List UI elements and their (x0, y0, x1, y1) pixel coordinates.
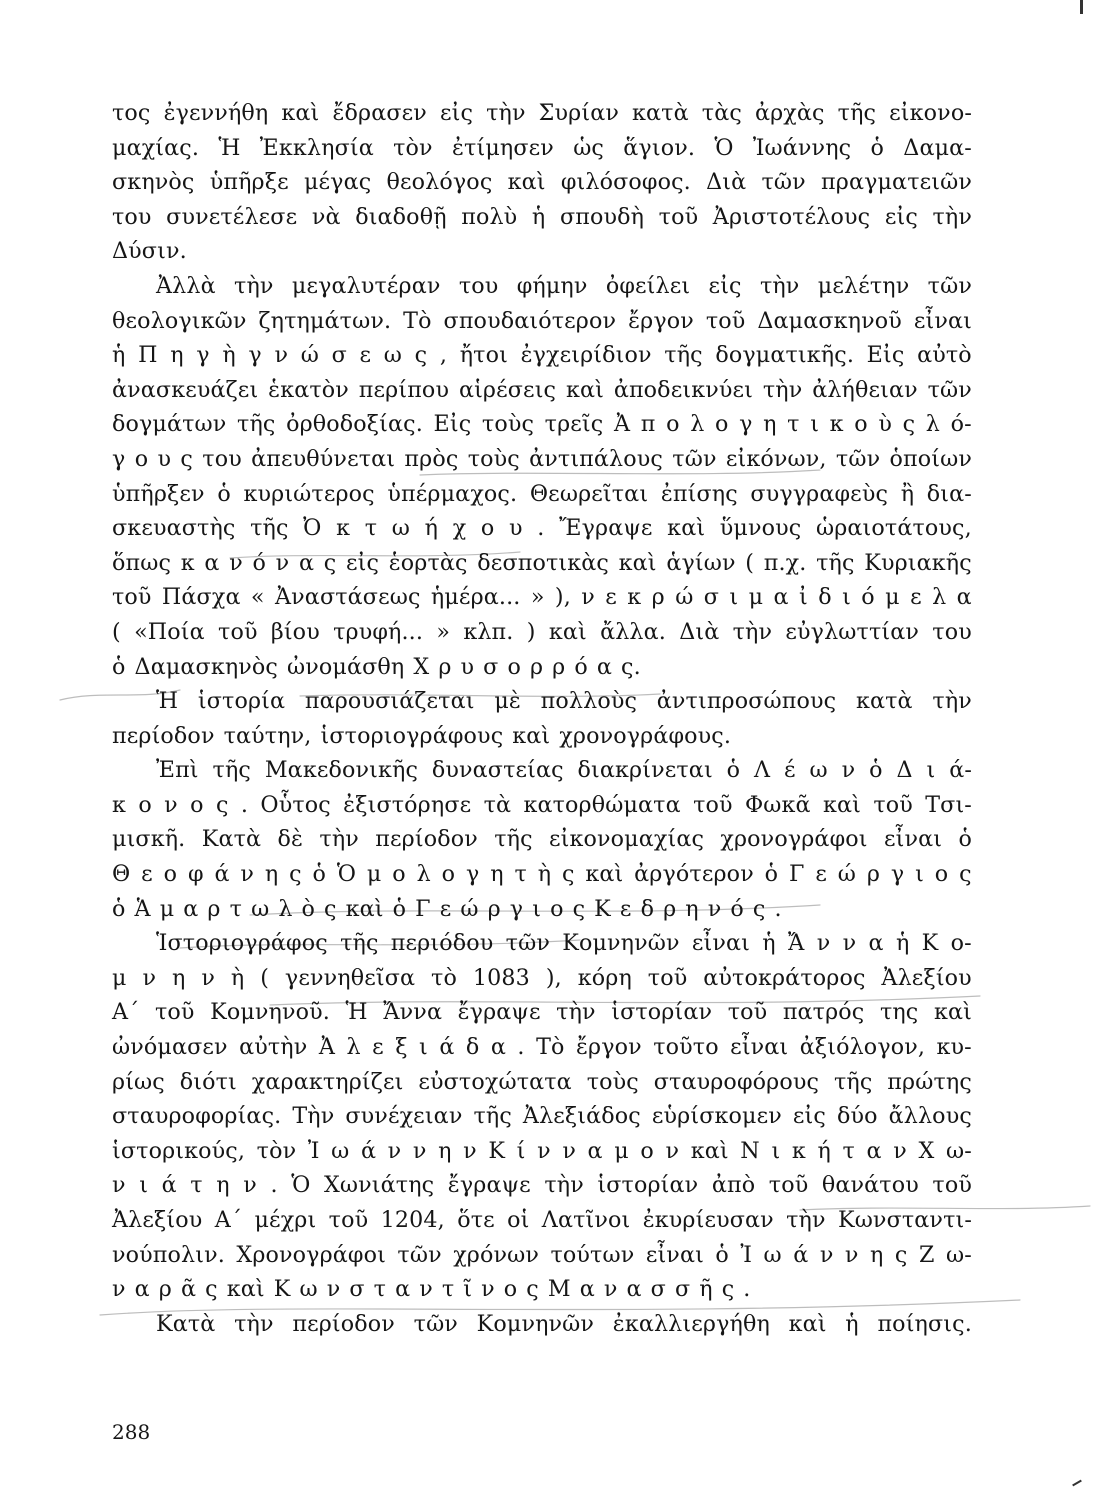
corner-mark-bottom (1072, 1480, 1082, 1487)
text-line: Ἐπὶ τῆς Μακεδονικῆς δυναστείας διακρίνεται ὁ Λ έ ω ν ὁ Δ ι ά- (156, 757, 972, 784)
text-line: Ἀλεξίου Α´ μέχρι τοῦ 1204, ὅτε οἱ Λατῖνοι ἐκυρίευσαν τὴν Κωνσταντι- (112, 1207, 972, 1233)
text-line: περίοδον ταύτην, ἱστοριογράφους καὶ χρονογράφους. (112, 722, 732, 749)
text-line: του συνετέλεσε νὰ διαδοθῇ πολὺ ἡ σπουδὴ τοῦ Ἀριστοτέλους εἰς τὴν (112, 203, 972, 230)
text-line: τος ἐγεννήθη καὶ ἔδρασεν εἰς τὴν Συρίαν κατὰ τὰς ἀρχὰς τῆς εἰκονο- (112, 100, 972, 126)
text-line: ἱστορικούς, τὸν Ἰ ω ά ν ν η ν Κ ί ν ν α μ ο ν καὶ Ν ι κ ή τ α ν Χ ω- (112, 1137, 972, 1164)
page-number: 288 (112, 1420, 151, 1444)
text-line: Θ ε ο φ ά ν η ς ὁ Ὁ μ ο λ ο γ η τ ὴ ς καὶ ἀργότερον ὁ Γ ε ώ ρ γ ι ο ς (112, 861, 972, 888)
text-line: θεολογικῶν ζητημάτων. Τὸ σπουδαιότερον ἔργον τοῦ Δαμασκηνοῦ εἶναι (112, 307, 972, 334)
text-line: σκηνὸς ὑπῆρξε μέγας θεολόγος καὶ φιλόσοφος. Διὰ τῶν πραγματειῶν (112, 169, 972, 196)
text-line: νούπολιν. Χρονογράφοι τῶν χρόνων τούτων εἶναι ὁ Ἰ ω ά ν ν η ς Ζ ω- (112, 1241, 972, 1268)
text-line: μ ν η ν ὴ ( γεννηθεῖσα τὸ 1083 ), κόρη τοῦ αὐτοκράτορος Ἀλεξίου (112, 964, 972, 991)
text-line: Ἱστοριογράφος τῆς περιόδου τῶν Κομνηνῶν εἶναι ἡ Ἄ ν ν α ἡ Κ ο- (156, 930, 972, 957)
text-line: ἡ Π η γ ὴ γ ν ώ σ ε ω ς , ἤτοι ἐγχειρίδιον τῆς δογματικῆς. Εἰς αὐτὸ (112, 342, 972, 369)
text-line: ρίως διότι χαρακτηρίζει εὐστοχώτατα τοὺς σταυροφόρους τῆς πρώτης (112, 1068, 972, 1095)
text-line: κ ο ν ο ς . Οὗτος ἐξιστόρησε τὰ κατορθώματα τοῦ Φωκᾶ καὶ τοῦ Τσι- (112, 791, 972, 818)
text-line: Κατὰ τὴν περίοδον τῶν Κομνηνῶν ἐκαλλιεργήθη καὶ ἡ ποίησις. (156, 1310, 972, 1337)
text-line: ὅπως κ α ν ό ν α ς εἰς ἑορτὰς δεσποτικὰς καὶ ἁγίων ( π.χ. τῆς Κυριακῆς (112, 549, 972, 576)
body-text (112, 96, 972, 1341)
text-line: Δύσιν. (112, 238, 187, 265)
text-line: Ἀλλὰ τὴν μεγαλυτέραν του φήμην ὀφείλει εἰς τὴν μελέτην τῶν (156, 272, 972, 299)
text-line: δογμάτων τῆς ὀρθοδοξίας. Εἰς τοὺς τρεῖς Ἀ π ο λ ο γ η τ ι κ ο ὺ ς λ ό- (112, 411, 972, 438)
text-line: ὠνόμασεν αὐτὴν Ἀ λ ε ξ ι ά δ α . Τὸ ἔργον τοῦτο εἶναι ἀξιόλογον, κυ- (112, 1034, 972, 1061)
text-line: τοῦ Πάσχα « Ἀναστάσεως ἡμέρα... » ), ν ε κ ρ ώ σ ι μ α ἰ δ ι ό μ ε λ α (112, 584, 972, 611)
text-line: Ἡ ἱστορία παρουσιάζεται μὲ πολλοὺς ἀντιπροσώπους κατὰ τὴν (156, 688, 972, 715)
text-line: ὁ Ἁ μ α ρ τ ω λ ὸ ς καὶ ὁ Γ ε ώ ρ γ ι ο ς Κ ε δ ρ η ν ό ς . (112, 895, 782, 922)
text-line: Α´ τοῦ Κομνηνοῦ. Ἡ Ἄννα ἔγραψε τὴν ἱστορίαν τοῦ πατρός της καὶ (112, 999, 972, 1026)
text-line: ὁ Δαμασκηνὸς ὠνομάσθη Χ ρ υ σ ο ρ ρ ό α ς. (112, 653, 641, 680)
text-line: ὑπῆρξεν ὁ κυριώτερος ὑπέρμαχος. Θεωρεῖται ἐπίσης συγγραφεὺς ἢ δια- (112, 480, 972, 507)
text-line: γ ο υ ς του ἀπευθύνεται πρὸς τοὺς ἀντιπάλους τῶν εἰκόνων, τῶν ὁποίων (112, 445, 972, 472)
text-line: μισκῆ. Κατὰ δὲ τὴν περίοδον τῆς εἰκονομαχίας χρονογράφοι εἶναι ὁ (112, 826, 972, 853)
text-line: ν α ρ ᾶ ς καὶ Κ ω ν σ τ α ν τ ῖ ν ο ς Μ α ν α σ σ ῆ ς . (112, 1276, 751, 1303)
text-line: ἀνασκευάζει ἑκατὸν περίπου αἱρέσεις καὶ ἀποδεικνύει τὴν ἀλήθειαν τῶν (112, 376, 972, 403)
text-line: ν ι ά τ η ν . Ὁ Χωνιάτης ἔγραψε τὴν ἱστορίαν ἀπὸ τοῦ θανάτου τοῦ (112, 1172, 972, 1199)
text-line: ( «Ποία τοῦ βίου τρυφή... » κλπ. ) καὶ ἄλλα. Διὰ τὴν εὐγλωττίαν του (112, 618, 972, 645)
text-line: σκευαστὴς τῆς Ὀ κ τ ω ή χ ο υ . Ἔγραψε καὶ ὕμνους ὡραιοτάτους, (112, 515, 972, 542)
corner-mark-top (1080, 0, 1083, 14)
text-line: σταυροφορίας. Τὴν συνέχειαν τῆς Ἀλεξιάδος εὑρίσκομεν εἰς δύο ἄλλους (112, 1103, 972, 1130)
text-line: μαχίας. Ἡ Ἐκκλησία τὸν ἐτίμησεν ὡς ἅγιον. Ὁ Ἰωάννης ὁ Δαμα- (112, 134, 972, 161)
